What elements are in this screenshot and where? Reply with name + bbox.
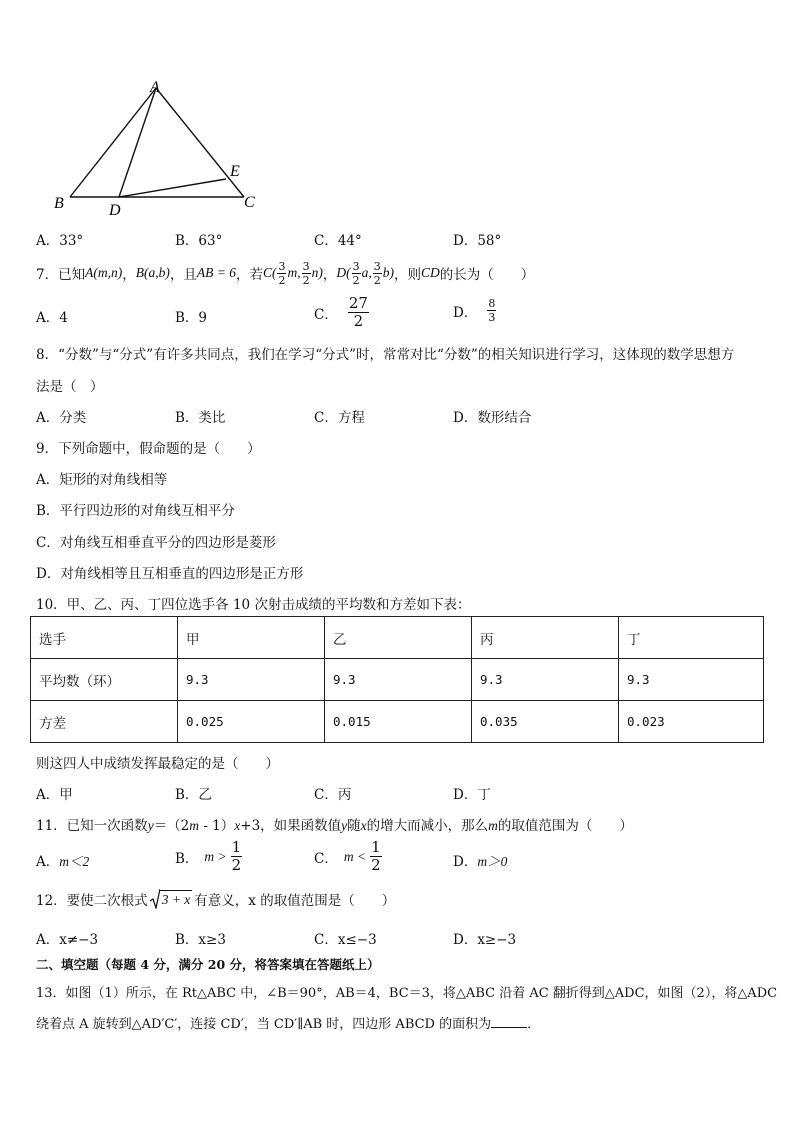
q7-var-b: b [382,265,390,280]
q11-stem: 11．已知一次函数y＝（2m - 1）x+3，如果函数值y随x的增大而减小，那么m的取值范围为（ ） [36,818,633,834]
q6-option-a[interactable]: A．33° [36,233,84,249]
q7-sep-2: ， [322,267,337,283]
q7-frac-2: $\frac{3}{2}$ [302,259,310,287]
table-row [31,701,764,743]
segment-AB [70,88,156,197]
q7-frac-4: $\frac{3}{2}$ [373,259,381,287]
table-cell: 9.3 [472,659,619,701]
table-cell: 0.025 [178,701,325,743]
q12-option-c[interactable]: C．x≤−3 [314,932,377,948]
q10-option-c[interactable]: C．丙 [314,787,352,803]
answer-blank[interactable] [491,1015,527,1028]
q11-option-a[interactable]: A．m＜2 [36,854,90,870]
q10-follow: 则这四人中成绩发挥最稳定的是（ ） [36,756,279,772]
q7-c-close: ) [318,265,323,280]
q7-option-b[interactable]: B．9 [175,310,208,326]
q7-frac-1: $\frac{3}{2}$ [278,259,286,287]
q9-stem: 9．下列命题中，假命题的是（ ） [36,441,261,457]
q11-option-c[interactable]: C． m < $\frac{1}{2}$ [314,838,381,874]
q7-option-d[interactable]: D． $\frac{8}{3}$ [453,297,496,324]
segment-DE [119,179,226,197]
q7-var-m: m [287,265,298,280]
q9-option-a[interactable]: A．矩形的对角线相等 [36,472,168,488]
q7-cond: ，且 [169,267,197,283]
table-cell: 0.023 [619,701,764,743]
table-cell: 9.3 [619,659,764,701]
segment-AD [119,88,156,197]
table-cell: 平均数（环） [31,659,178,701]
q13-line-1: 13．如图（1）所示，在 Rt△ABC 中，∠B＝90°，AB＝4，BC＝3，将△ABC 沿着 AC 翻折得到△ADC，如图（2），将△ADC [36,986,778,1001]
q7-comma-1: , [297,265,301,280]
table-cell: 方差 [31,701,178,743]
q12-stem: 12．要使二次根式 3 + x 有意义，x 的取值范围是（ ） [36,889,395,909]
q9-option-d[interactable]: D．对角线相等且互相垂直的四边形是正方形 [36,566,304,582]
q6-option-c[interactable]: C．44° [314,233,362,249]
q7-d-open: D( [336,265,351,280]
table-header-cell: 选手 [31,617,178,659]
q7-var-n: n [311,265,319,280]
table-header-row [31,617,764,659]
section-title: 二、填空题（每题 4 分，满分 20 分，将答案填在答题纸上） [36,957,380,972]
q7-stem [36,256,534,290]
q7-option-a[interactable]: A．4 [36,310,68,326]
q11-option-b[interactable]: B． m > $\frac{1}{2}$ [175,838,242,874]
q8-line-1: 8．“分数”与“分式”有许多共同点，我们在学习“分式”时，常常对比“分数”的相关知识进行学习，这体现的数学思想方 [36,347,735,363]
q10-stem: 10．甲、乙、丙、丁四位选手各 10 次射击成绩的平均数和方差如下表： [36,597,471,613]
score-table [30,616,764,743]
q7-ab: AB = 6 [196,265,236,280]
q6-option-b[interactable]: B．63° [175,233,223,249]
q7-suffix: ，则 [393,267,421,283]
radical-sign-icon [150,889,160,909]
label-E: E [230,163,240,180]
q7-point-a: A(m,n) [85,265,123,280]
sqrt-expression: 3 + x [150,889,193,909]
q7-option-c[interactable]: C． $\frac{27}{2}$ [314,294,368,330]
q8-option-b[interactable]: B．类比 [175,410,226,426]
table-cell: 9.3 [325,659,472,701]
q6-option-d[interactable]: D．58° [453,233,502,249]
q10-option-a[interactable]: A．甲 [36,787,73,803]
q7-frac-3: $\frac{3}{2}$ [352,259,360,287]
table-cell: 9.3 [178,659,325,701]
q7-tail: 的长为（ ） [439,267,535,283]
q7-var-a: a [361,265,369,280]
table-header-cell: 乙 [325,617,472,659]
q10-option-d[interactable]: D．丁 [453,787,491,803]
q7-point-b: B(a,b) [135,265,170,280]
label-D: D [109,202,121,218]
q7-d-close: ) [389,265,394,280]
q9-option-b[interactable]: B．平行四边形的对角线互相平分 [36,503,235,519]
q10-option-b[interactable]: B．乙 [175,787,212,803]
segment-AC [156,88,244,197]
q7-if: ，若 [235,267,263,283]
triangle-figure [50,78,270,218]
label-A: A [150,79,160,96]
table-cell: 0.035 [472,701,619,743]
q7-prefix: 7．已知 [36,267,86,283]
q12-option-a[interactable]: A．x≠−3 [36,932,99,948]
q7-cd: CD [420,265,440,280]
q13-line-2: 绕着点 A 旋转到△AD′C′，连接 CD′，当 CD′∥AB 时，四边形 ABCD 的面积为 ． [36,1017,541,1032]
q11-option-d[interactable]: D．m＞0 [453,854,508,870]
q12-option-d[interactable]: D．x≥−3 [453,932,517,948]
table-header-cell: 丁 [619,617,764,659]
q7-comma-2: , [368,265,372,280]
q8-option-c[interactable]: C．方程 [314,410,365,426]
q12-option-b[interactable]: B．x≥3 [175,932,226,948]
table-header-cell: 甲 [178,617,325,659]
q8-option-d[interactable]: D．数形结合 [453,410,532,426]
q9-option-c[interactable]: C．对角线互相垂直平分的四边形是菱形 [36,535,276,551]
q7-sep: ， [122,267,136,283]
q8-option-a[interactable]: A．分类 [36,410,87,426]
table-cell: 0.015 [325,701,472,743]
q7-c-open: C( [262,265,277,280]
q8-line-2: 法是（ ） [36,379,104,395]
table-row [31,659,764,701]
label-C: C [244,194,255,211]
table-header-cell: 丙 [472,617,619,659]
label-B: B [54,195,64,212]
